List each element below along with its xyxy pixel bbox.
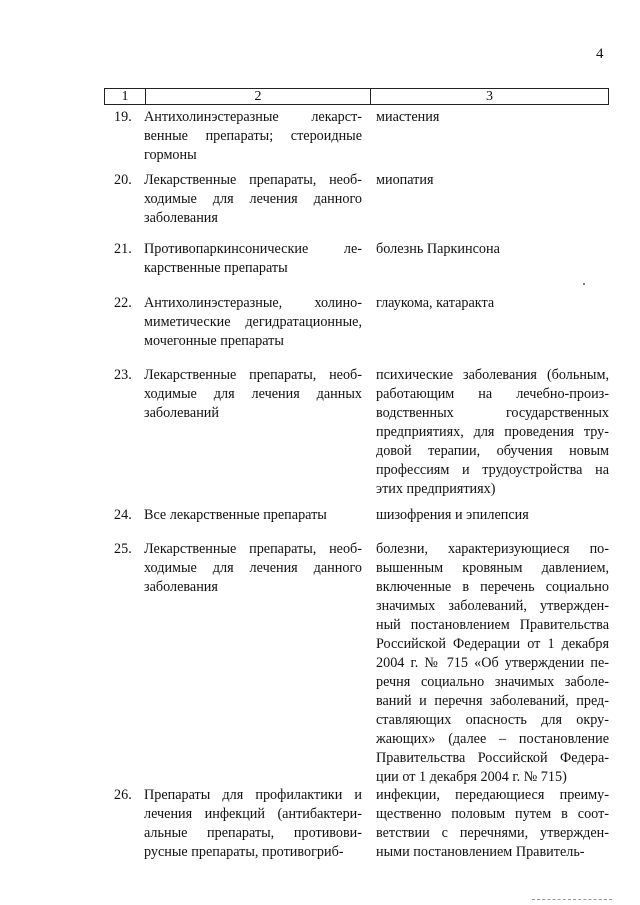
cell-line: предприятиях, для проведения тру- [376, 424, 609, 440]
cell-line: ходимые для лечения данного [144, 560, 362, 576]
row-number: 19. [114, 109, 132, 125]
cell-line: глаукома, катаракта [376, 295, 495, 311]
cell-line: карственные препараты [144, 260, 288, 276]
cell-line: заболевания [144, 210, 218, 226]
cell-line: Лекарственные препараты, необ- [144, 541, 362, 557]
cell-line: болезни, характеризующиеся по- [376, 541, 609, 557]
cell-line: жающих» (далее – постановление [376, 731, 609, 747]
drug-cell [144, 366, 362, 423]
cell-line: заболеваний [144, 405, 219, 421]
cell-line: работающим на лечебно-произ- [376, 386, 609, 402]
disease-cell [376, 506, 609, 525]
drug-cell [144, 171, 362, 228]
row-number: 20. [114, 172, 132, 188]
cell-line: профессиям и трудоустройства на [376, 462, 609, 478]
cell-line: ции от 1 декабря 2004 г. № 715) [376, 769, 567, 785]
disease-cell [376, 540, 609, 787]
drug-cell [144, 108, 362, 165]
disease-cell [376, 108, 609, 127]
cell-line: альные препараты, противови- [144, 825, 362, 841]
cell-line: ходимые для лечения данных [144, 386, 362, 402]
cell-line: значимых заболеваний, утвержден- [376, 598, 609, 614]
drug-cell [144, 294, 362, 351]
scan-speck [583, 283, 585, 285]
cell-line: Лекарственные препараты, необ- [144, 172, 362, 188]
cell-line: инфекции, передающиеся преиму- [376, 787, 609, 803]
cell-line: шизофрения и эпилепсия [376, 507, 529, 523]
cell-line: болезнь Паркинсона [376, 241, 500, 257]
cell-line: включенные в перечень социально [376, 579, 609, 595]
header-col-2: 2 [146, 89, 371, 104]
cell-line: водственных государственных [376, 405, 609, 421]
cell-line: лечения инфекций (антибактери- [144, 806, 362, 822]
cell-line: ными постановлением Правитель- [376, 844, 585, 860]
page-number: 4 [596, 46, 604, 62]
cell-line: довой терапии, обучения новым [376, 443, 609, 459]
cell-line: 2004 г. № 715 «Об утверждении пе- [376, 655, 609, 671]
table-header [104, 88, 609, 105]
footer-rule [532, 899, 612, 900]
cell-line: Все лекарственные препараты [144, 507, 327, 523]
cell-line: миметические дегидратационные, [144, 314, 362, 330]
cell-line: гормоны [144, 147, 197, 163]
cell-line: венные препараты; стероидные [144, 128, 362, 144]
cell-line: Препараты для профилактики и [144, 787, 362, 803]
disease-cell [376, 294, 609, 313]
cell-line: Антихолинэстеразные лекарст- [144, 109, 362, 125]
cell-line: ходимые для лечения данного [144, 191, 362, 207]
cell-line: речня социально значимых заболе- [376, 674, 609, 690]
cell-line: Лекарственные препараты, необ- [144, 367, 362, 383]
cell-line: заболевания [144, 579, 218, 595]
cell-line: ветствии с перечнями, утвержден- [376, 825, 609, 841]
row-number: 24. [114, 507, 132, 523]
cell-line: Антихолинэстеразные, холино- [144, 295, 362, 311]
header-col-3: 3 [486, 89, 493, 104]
disease-cell [376, 366, 609, 499]
cell-line: этих предприятиях) [376, 481, 496, 497]
cell-line: миопатия [376, 172, 434, 188]
cell-line: ваний и перечня заболеваний, пред- [376, 693, 609, 709]
cell-line: Правительства Российской Федера- [376, 750, 609, 766]
drug-cell [144, 506, 362, 525]
row-number: 26. [114, 787, 132, 803]
drug-cell [144, 540, 362, 597]
cell-line: Российской Федерации от 1 декабря [376, 636, 609, 652]
drug-cell [144, 786, 362, 862]
disease-cell [376, 240, 609, 259]
cell-line: ный постановлением Правительства [376, 617, 609, 633]
cell-line: мочегонные препараты [144, 333, 284, 349]
cell-line: ставляющих опасность для окру- [376, 712, 609, 728]
cell-line: вышенным кровяным давлением, [376, 560, 609, 576]
cell-line: щественно половым путем в соот- [376, 806, 609, 822]
cell-line: русные препараты, противогриб- [144, 844, 344, 860]
disease-cell [376, 786, 609, 862]
row-number: 22. [114, 295, 132, 311]
row-number: 25. [114, 541, 132, 557]
drug-cell [144, 240, 362, 278]
header-col-1: 1 [105, 89, 146, 104]
row-number: 21. [114, 241, 132, 257]
cell-line: миастения [376, 109, 440, 125]
cell-line: Противопаркинсонические ле- [144, 241, 362, 257]
row-number: 23. [114, 367, 132, 383]
disease-cell [376, 171, 609, 190]
cell-line: психические заболевания (больным, [376, 367, 609, 383]
